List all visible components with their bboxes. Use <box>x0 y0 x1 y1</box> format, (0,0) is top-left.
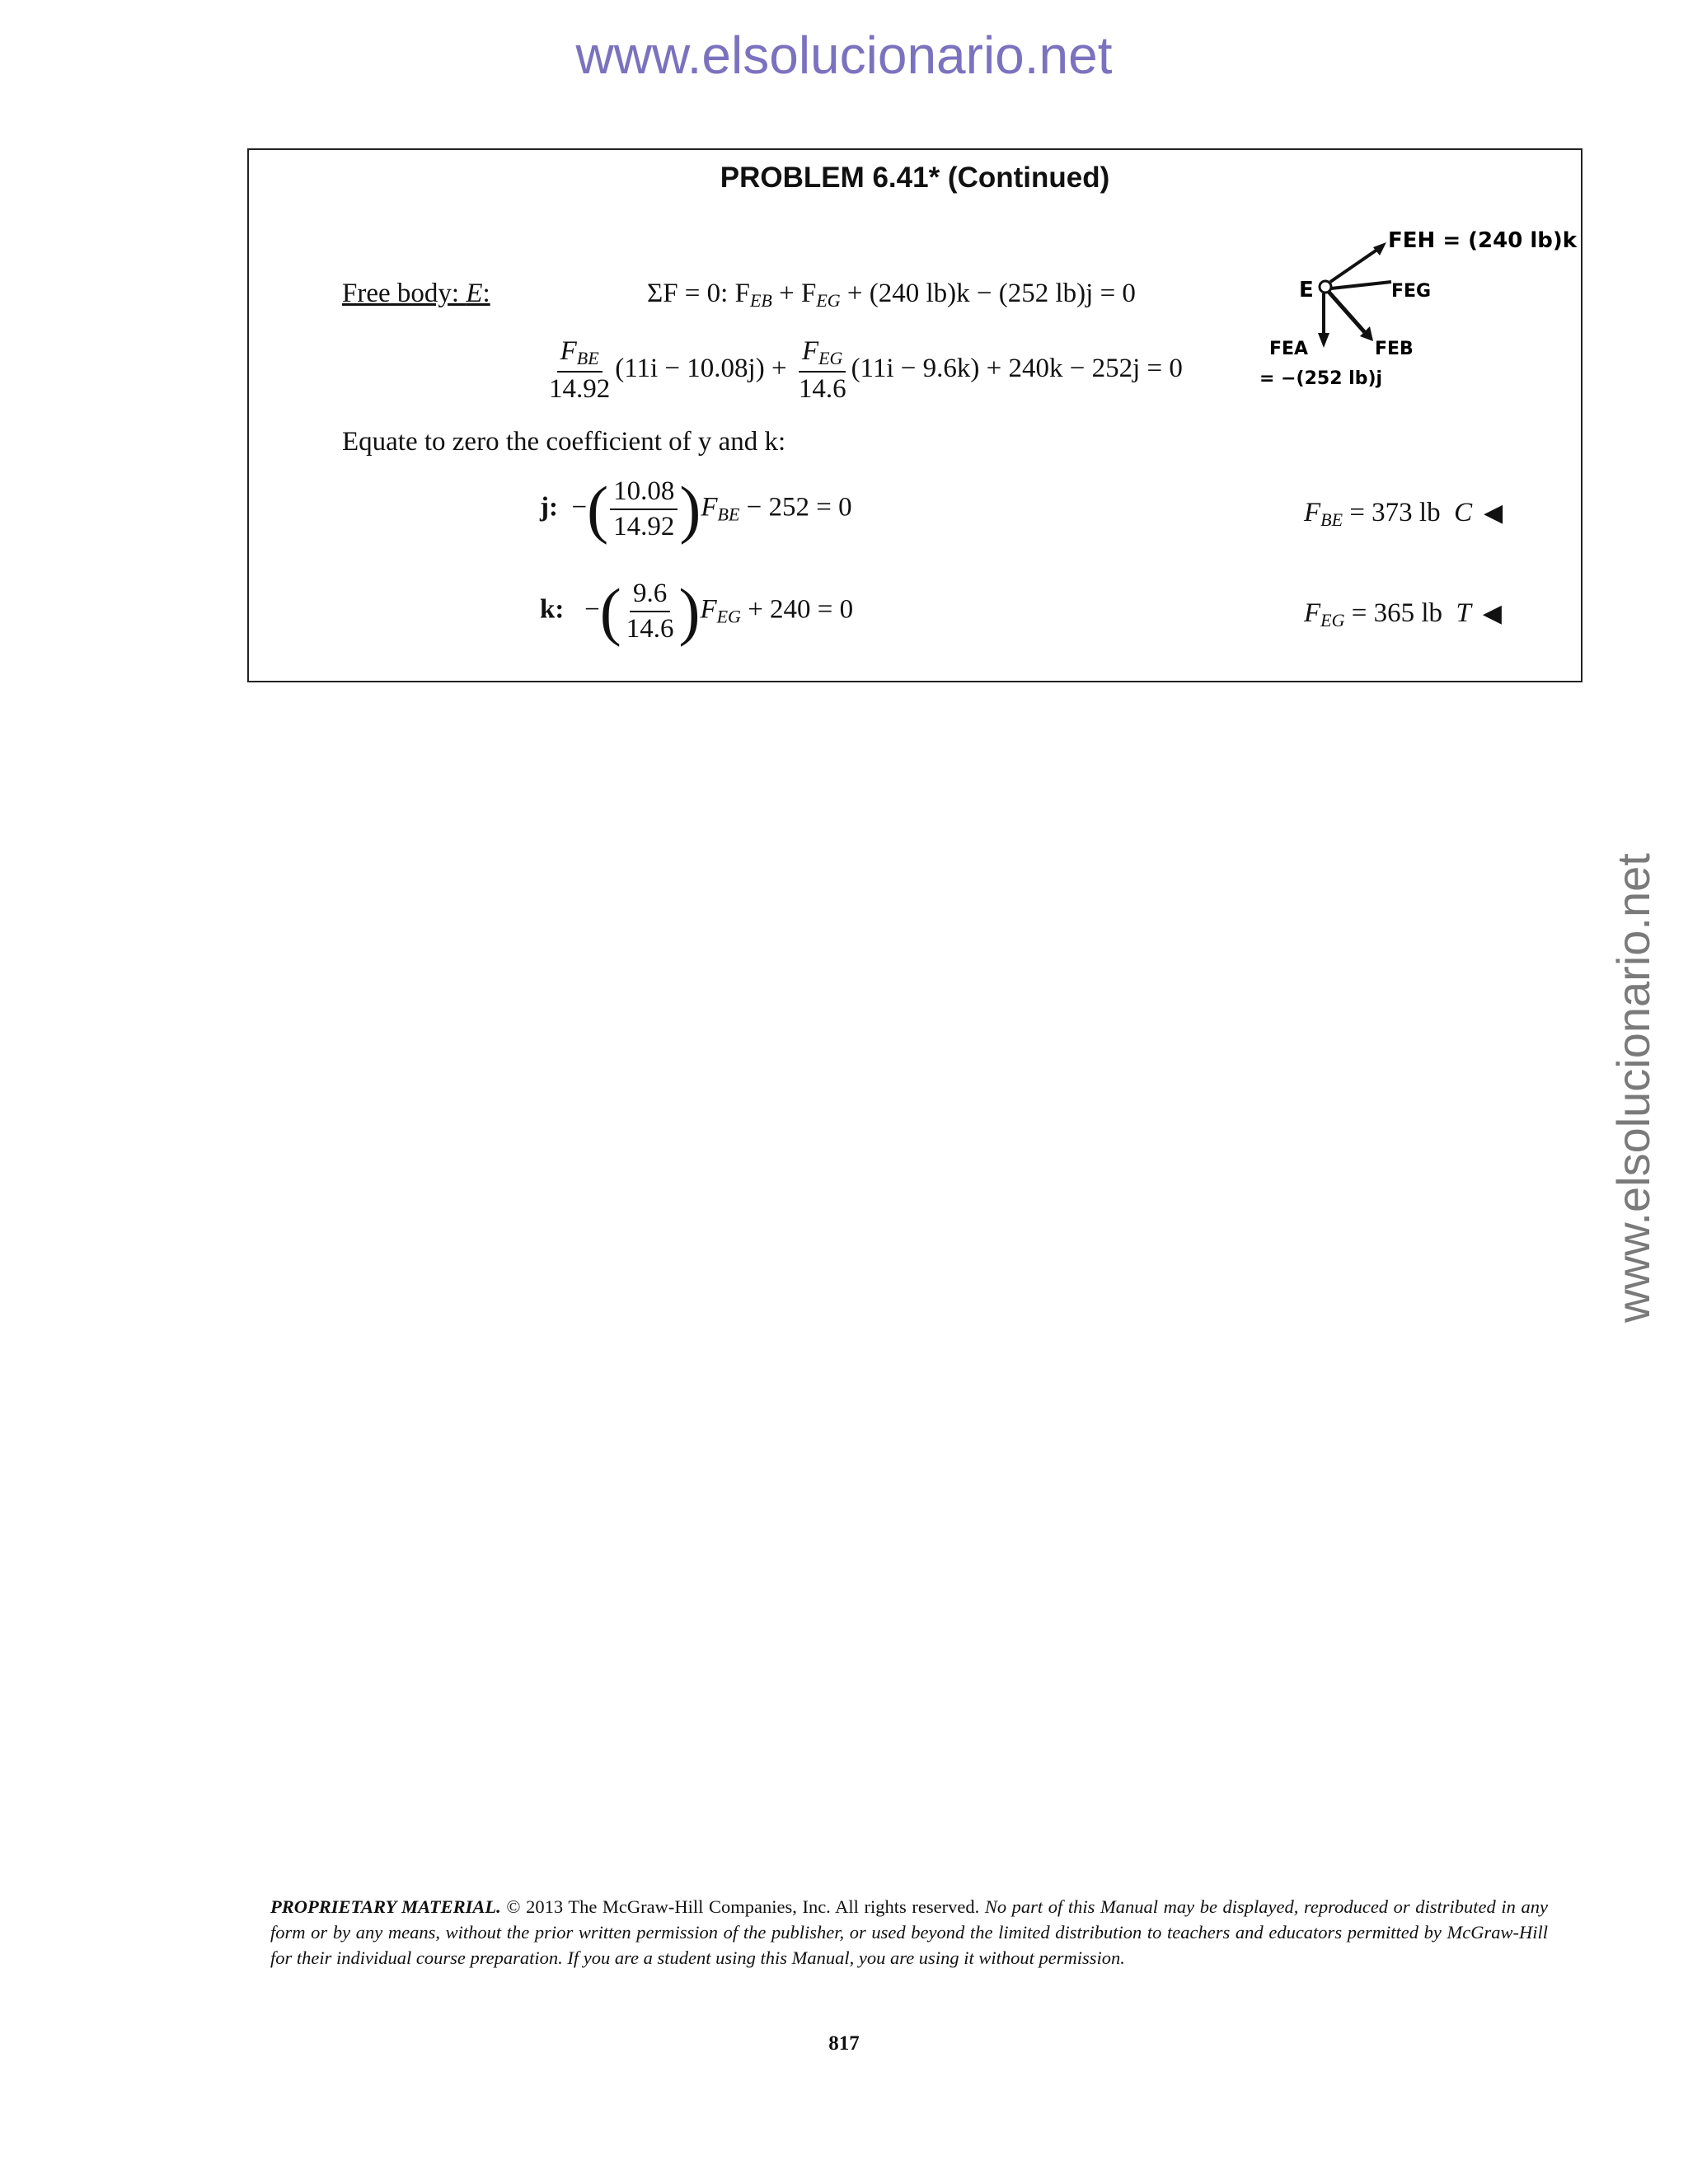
eq1-sub2: EG <box>816 290 841 311</box>
equate-text: Equate to zero the coefficient of y and k: <box>342 427 786 457</box>
eq1-plus: + F <box>771 279 817 308</box>
k-tail: + 240 = 0 <box>740 594 854 625</box>
answer-feg-val: = 365 lb <box>1344 598 1443 628</box>
page-number: 817 <box>828 2032 860 2055</box>
joint-e <box>1320 281 1331 293</box>
copyright-footer <box>270 1894 1548 1971</box>
free-body-label: Free body: E: <box>342 279 490 308</box>
k-equation: k: −( $\frac{9.6}{14.6}$ )$F_{EG} + 240 = 0$ <box>540 575 854 647</box>
f1-den: 14.92 <box>549 374 611 404</box>
free-body-text: Free body: <box>342 279 467 308</box>
answer-feg-type: T <box>1456 598 1471 628</box>
footer-bold: PROPRIETARY MATERIAL. <box>270 1896 501 1917</box>
f2-num-sub: EG <box>818 348 843 368</box>
k-sym: F <box>700 594 717 625</box>
fraction-feg <box>795 336 850 405</box>
j-equation: j: −( $\frac{10.08}{14.92}$ )$F_{BE} - 252 = 0$ <box>540 473 852 545</box>
j-num: 10.08 <box>610 476 678 510</box>
eq1-sum: ΣF = 0: F <box>647 279 750 308</box>
f2-num: F <box>801 336 819 366</box>
footer-italic: No part of this Manual may be displayed, reproduced or distributed in any form or by any means, without the prior written permission of the publisher, or used beyond the limited distribution to teachers and educators permitted by McGraw-Hill for their individual course preparation. If you are a student using this Manual, you are using it without permission. <box>270 1896 1548 1968</box>
sketch-feh-label: FEH = (240 lb)k <box>1388 231 1578 253</box>
answer-marker-icon: ◀ <box>1484 499 1503 527</box>
free-body-sketch <box>1253 231 1582 412</box>
answer-fbe-sub: BE <box>1320 509 1343 530</box>
k-label: k: <box>540 594 565 625</box>
answer-fbe-sym: F <box>1304 498 1321 527</box>
sketch-feb-label: FEB <box>1375 339 1414 359</box>
force-eg-line <box>1331 282 1391 288</box>
answer-fbe-val: = 373 lb <box>1343 498 1441 527</box>
problem-title: PROBLEM 6.41* (Continued) <box>720 162 1110 194</box>
k-sub: EG <box>716 606 741 627</box>
force-ea-arrowhead <box>1318 333 1329 348</box>
sketch-fea-value: = −(252 lb)j <box>1259 368 1383 389</box>
force-eh-line <box>1330 246 1383 282</box>
j-label: j: <box>540 492 558 523</box>
eq1-sub1: EB <box>749 290 772 311</box>
eq1-rest: + (240 lb)k − (252 lb)j = 0 <box>840 279 1136 308</box>
footer-normal: © 2013 The McGraw-Hill Companies, Inc. All rights reserved. <box>500 1896 985 1917</box>
answer-fbe <box>1304 498 1503 531</box>
force-eh-arrowhead <box>1373 242 1386 255</box>
answer-marker-icon: ◀ <box>1482 599 1502 628</box>
j-tail: − 252 = 0 <box>739 492 852 523</box>
f1-num: F <box>560 336 577 366</box>
watermark-top: www.elsolucionario.net <box>575 26 1113 85</box>
component-equation <box>544 336 1183 405</box>
j-sub: BE <box>717 504 740 525</box>
equilibrium-equation <box>647 279 1136 312</box>
sketch-fea-label: FEA <box>1269 339 1309 359</box>
answer-feg-sub: EG <box>1320 610 1345 630</box>
k-num: 9.6 <box>630 579 670 612</box>
eq2-end: (11i − 9.6k) + 240k − 252j = 0 <box>851 354 1183 384</box>
j-den: 14.92 <box>613 512 675 541</box>
free-body-point: E <box>466 279 483 308</box>
j-sym: F <box>701 492 718 523</box>
watermark-side: www.elsolucionario.net <box>1607 853 1659 1323</box>
answer-fbe-type: C <box>1454 498 1473 527</box>
k-den: 14.6 <box>626 614 674 644</box>
force-eb-line <box>1329 292 1368 336</box>
f1-num-sub: BE <box>576 348 599 368</box>
sketch-feg-label: FEG <box>1391 281 1432 302</box>
eq2-mid: (11i − 10.08j) + <box>615 354 787 384</box>
answer-feg <box>1304 598 1502 631</box>
answer-feg-sym: F <box>1304 598 1321 628</box>
fraction-fbe <box>546 336 613 405</box>
sketch-e-label: E <box>1299 278 1314 302</box>
f2-den: 14.6 <box>798 374 846 404</box>
